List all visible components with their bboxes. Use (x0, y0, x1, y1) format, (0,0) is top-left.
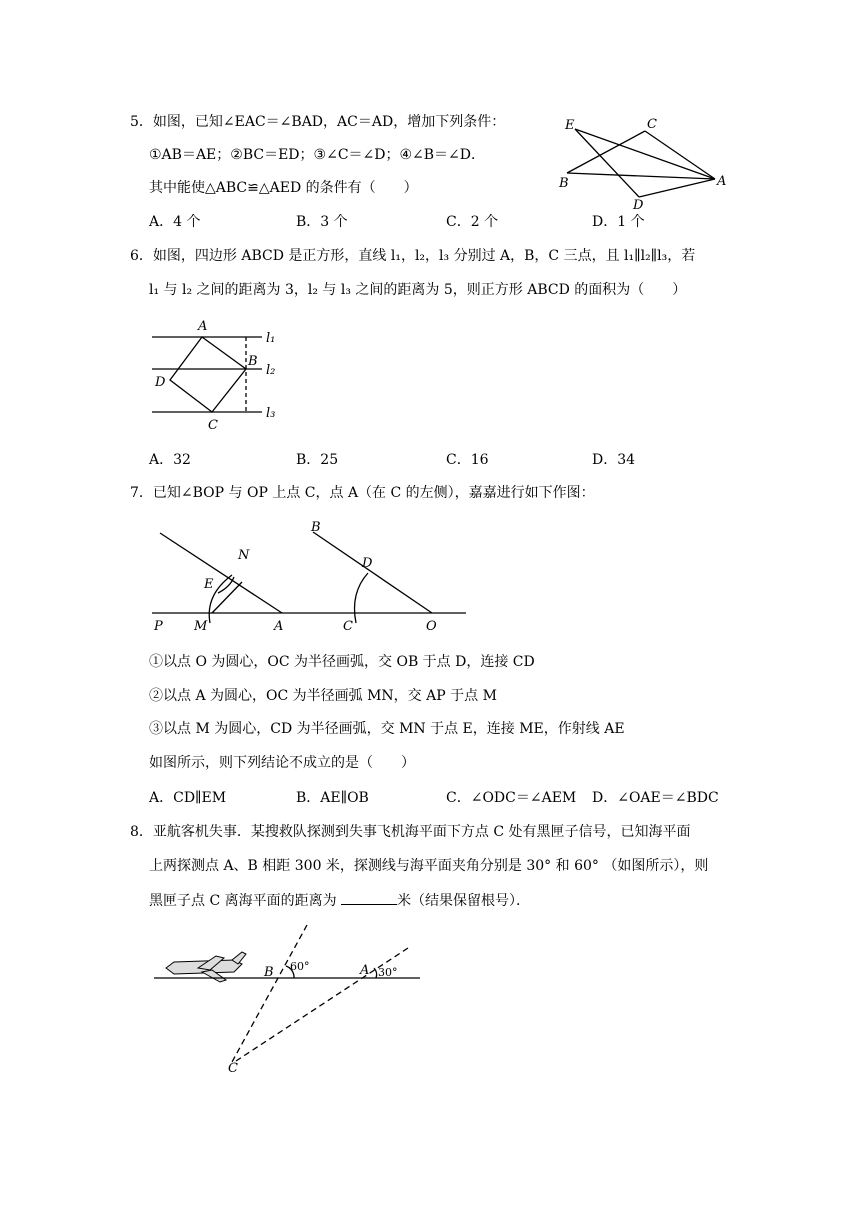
q7-label-e: E (204, 577, 214, 592)
q7-label-n: N (238, 548, 250, 563)
q7-label-d: D (362, 556, 373, 571)
q7-step2: ②以点 A 为圆心，OC 为半径画弧 MN，交 AP 于点 M (149, 688, 497, 704)
q5-label-a: A (717, 174, 727, 189)
q6-line1: 6．如图，四边形 ABCD 是正方形，直线 l₁，l₂，l₃ 分别过 A，B，C 三点，且 l₁∥l₂∥l₃，若 (130, 248, 696, 264)
q8-line3-before: 黑匣子点 C 离海平面的距离为 (149, 893, 342, 909)
q7-option-a: A．CD∥EM (149, 790, 227, 806)
q6-label-l1: l₁ (266, 331, 276, 346)
q8-line3-after: 米（结果保留根号）． (397, 893, 531, 909)
q5-option-c: C．2 个 (446, 214, 499, 230)
q5-stem: 5．如图，已知∠EAC＝∠BAD，AC＝AD，增加下列条件： (130, 114, 506, 130)
q5-option-b: B．3 个 (296, 214, 348, 230)
q5-conditions: ①AB＝AE；②BC＝ED；③∠C＝∠D；④∠B＝∠D． (149, 147, 486, 163)
q7-option-b: B．AE∥OB (296, 790, 369, 806)
q7-label-m: M (194, 619, 208, 634)
q8-line3 (149, 890, 530, 911)
q6-option-c: C．16 (446, 452, 489, 468)
q8-figure (150, 920, 430, 1075)
q8-figure-lines (154, 925, 420, 1062)
q8-label-a: A (360, 963, 370, 978)
q5-label-c: C (647, 117, 657, 132)
q6-figure-lines (152, 337, 262, 412)
q7-label-o: O (426, 619, 437, 634)
q7-option-d: D．∠OAE＝∠BDC (592, 790, 719, 806)
q5-option-a: A．4 个 (149, 214, 201, 230)
q6-label-l2: l₂ (266, 363, 276, 378)
q8-line2: 上两探测点 A、B 相距 300 米，探测线与海平面夹角分别是 30° 和 60° （如图所示），则 (149, 858, 709, 874)
q7-label-b: B (311, 520, 321, 535)
q8-line1: 8．亚航客机失事．某搜救队探测到失事飞机海平面下方点 C 处有黑匣子信号，已知海平面 (130, 824, 691, 840)
q7-figure-lines (152, 532, 466, 623)
q8-angle-30: 30° (378, 966, 398, 979)
q5-label-d: D (633, 198, 644, 213)
q7-label-a: A (274, 619, 284, 634)
q7-figure (150, 515, 470, 635)
q5-ask: 其中能使△ABC≌△AED 的条件有（ ） (149, 180, 418, 196)
q5-label-b: B (559, 176, 569, 191)
q8-angle-60: 60° (290, 960, 310, 973)
q7-step1: ①以点 O 为圆心，OC 为半径画弧，交 OB 于点 D，连接 CD (149, 654, 535, 670)
q7-stem: 7．已知∠BOP 与 OP 上点 C，点 A（在 C 的左侧），嘉嘉进行如下作图： (130, 485, 595, 501)
q5-figure (555, 115, 735, 213)
q6-line2: l₁ 与 l₂ 之间的距离为 3，l₂ 与 l₃ 之间的距离为 5，则正方形 ABCD 的面积为（ ） (149, 282, 687, 298)
q6-option-b: B．25 (296, 452, 339, 468)
q7-step3: ③以点 M 为圆心，CD 为半径画弧，交 MN 于点 E，连接 ME，作射线 AE (149, 721, 625, 737)
answer-blank[interactable] (341, 890, 397, 905)
q8-label-c: C (228, 1061, 238, 1076)
q6-figure (150, 315, 290, 435)
q7-label-c: C (343, 619, 353, 634)
q6-label-d: D (155, 375, 166, 390)
q6-label-c: C (208, 418, 218, 433)
q5-option-d: D．1 个 (592, 214, 645, 230)
q6-option-d: D．34 (592, 452, 636, 468)
q6-label-a: A (198, 319, 208, 334)
q5-figure-lines (567, 129, 715, 197)
q6-label-b: B (248, 354, 258, 369)
q7-ask: 如图所示，则下列结论不成立的是（ ） (149, 755, 415, 771)
q8-label-b: B (264, 965, 274, 980)
q6-option-a: A．32 (149, 452, 191, 468)
q7-option-c: C．∠ODC＝∠AEM (446, 790, 577, 806)
q7-label-p: P (154, 619, 163, 634)
q5-label-e: E (565, 118, 575, 133)
q6-label-l3: l₃ (266, 406, 276, 421)
